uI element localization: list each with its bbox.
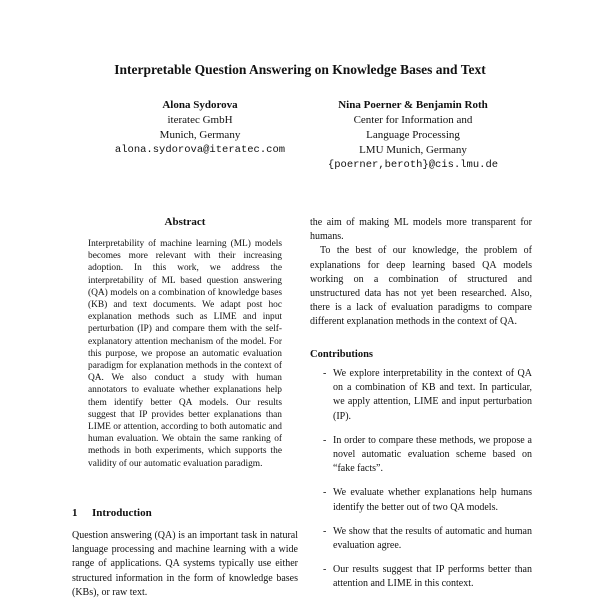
bullet-dash: - — [323, 434, 327, 446]
author-block-2 — [298, 98, 528, 173]
abstract-text: Interpretability of machine learning (ML) models becomes more relevant with their increasing adoption. In this work, we address the interpretability of ML based question answering (QA) models on a combination of knowledge bases (KB) and text documents. We adapt post hoc explanation methods such as LIME and input perturbation (IP) and compare them with the self-explanatory attention mechanism of the model. For this purpose, we propose an automatic evaluation paradigm for explanation methods in the context of QA. We also conduct a study with human annotators to evaluate whether explanations help them identify better QA models. Our results suggest that IP provides better explanations than LIME or attention, according to both automatic and human evaluation. We obtain the same ranking of methods in both experiments, which supports the validity of our automatic evaluation paradigm. — [88, 239, 282, 469]
bullet-dash: - — [323, 368, 327, 379]
bullet-dash: - — [323, 525, 327, 537]
abstract-heading: Abstract — [164, 216, 206, 228]
list-item-text: We explore interpretability in the context of QA on a combination of KB and text. In particular, we apply attention, LIME and input perturbation (IP). — [333, 368, 532, 422]
list-item — [310, 486, 532, 514]
author-affiliation: Center for Information and — [353, 114, 473, 126]
author-affiliation: Language Processing — [366, 129, 460, 141]
list-item — [310, 367, 532, 424]
section-number: 1 — [72, 507, 78, 519]
author-block-1 — [100, 98, 300, 158]
introduction-text: Question answering (QA) is an important task in natural language processing and machine learning with a wide range of applications. QA systems typically use either structured information in the form of knowledge bases (KBs), or raw text. — [72, 530, 298, 598]
author-email[interactable]: {poerner,beroth}@cis.lmu.de — [327, 159, 499, 171]
bullet-dash: - — [323, 564, 327, 576]
section-heading — [72, 507, 152, 519]
author-affiliation: iteratec GmbH — [167, 114, 233, 126]
bullet-dash: - — [323, 487, 327, 499]
contributions-heading: Contributions — [310, 349, 374, 360]
section-title: Introduction — [92, 507, 152, 519]
author-name: Nina Poerner & Benjamin Roth — [338, 99, 488, 111]
list-item — [310, 525, 532, 553]
contributions-list — [310, 367, 532, 602]
right-column-text — [310, 216, 532, 330]
author-location: Munich, Germany — [159, 129, 241, 141]
list-item-text: We show that the results of automatic and human evaluation agree. — [333, 525, 532, 552]
list-item-text: We evaluate whether explanations help humans identify the better out of two QA models. — [333, 487, 532, 513]
author-name: Alona Sydorova — [162, 99, 238, 111]
author-location: LMU Munich, Germany — [359, 144, 467, 156]
paragraph: To the best of our knowledge, the problem of explanations for deep learning based QA models working on a combination of structured and unstructured data has not yet been researched. Also, there is a lack of evaluation paradigms to compare different explanation methods in the context of QA. — [310, 245, 532, 328]
list-item — [310, 563, 532, 591]
author-email[interactable]: alona.sydorova@iteratec.com — [114, 144, 286, 156]
list-item-text: Our results suggest that IP performs better than attention and LIME in this context. — [333, 564, 532, 590]
list-item-text: In order to compare these methods, we propose a novel automatic evaluation scheme based on “fake facts”. — [333, 434, 532, 475]
paper-title: Interpretable Question Answering on Knowledge Bases and Text — [114, 62, 486, 77]
list-item — [310, 434, 532, 477]
continuation-paragraph: the aim of making ML models more transparent for humans. — [310, 217, 532, 243]
